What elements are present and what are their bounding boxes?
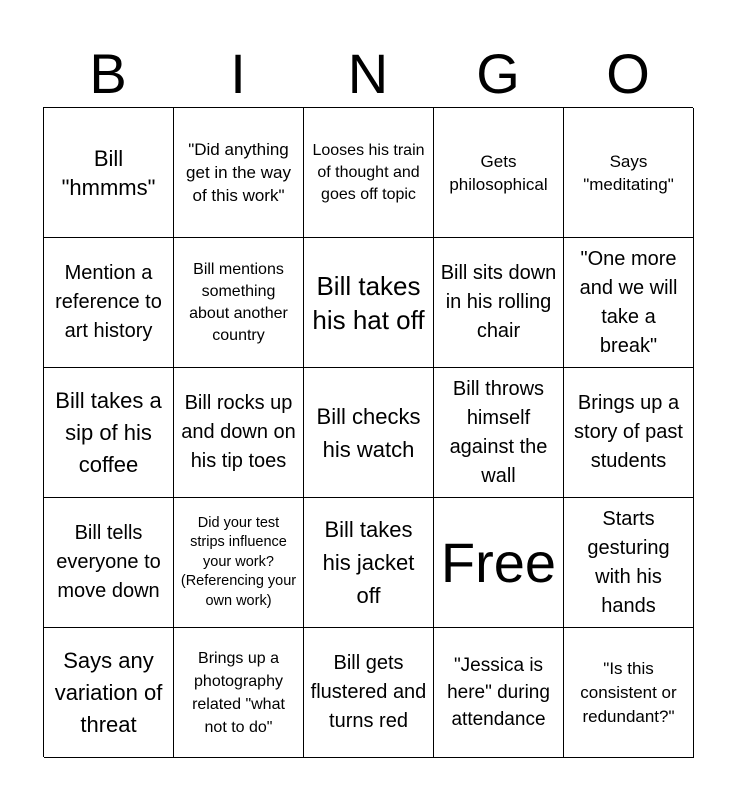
bingo-cell[interactable] bbox=[174, 238, 304, 368]
bingo-cell[interactable] bbox=[434, 628, 564, 758]
bingo-cell[interactable] bbox=[304, 628, 434, 758]
cell-text: Gets philosophical bbox=[449, 151, 548, 194]
bingo-cell[interactable] bbox=[564, 368, 694, 498]
cell-text: "One more and we will take a break" bbox=[579, 247, 678, 357]
cell-text: Mention a reference to art history bbox=[55, 262, 162, 342]
bingo-cell[interactable] bbox=[174, 628, 304, 758]
header-letter-g: G bbox=[476, 42, 520, 105]
header-letter-i: I bbox=[230, 42, 246, 105]
cell-text: Looses his train of thought and goes off topic bbox=[312, 141, 425, 203]
bingo-cell[interactable] bbox=[44, 368, 174, 498]
header-letter-b: B bbox=[89, 42, 127, 105]
bingo-cell[interactable] bbox=[44, 628, 174, 758]
bingo-board bbox=[43, 107, 693, 757]
bingo-cell[interactable] bbox=[564, 498, 694, 628]
bingo-cell[interactable] bbox=[564, 628, 694, 758]
cell-text: Bill takes his jacket off bbox=[322, 517, 415, 608]
cell-text: Bill rocks up and down on his tip toes bbox=[181, 392, 296, 472]
cell-text: Bill mentions something about another country bbox=[189, 260, 288, 344]
cell-text: "Did anything get in the way of this work" bbox=[186, 140, 291, 205]
cell-text: Says "meditating" bbox=[583, 151, 674, 194]
bingo-cell[interactable] bbox=[564, 108, 694, 238]
bingo-cell[interactable] bbox=[174, 368, 304, 498]
bingo-cell[interactable] bbox=[174, 498, 304, 628]
cell-text: "Is this consistent or redundant?" bbox=[580, 658, 677, 726]
cell-text: Bill checks his watch bbox=[316, 403, 421, 462]
bingo-cell[interactable] bbox=[44, 238, 174, 368]
bingo-header bbox=[43, 40, 693, 108]
cell-text: Bill throws himself against the wall bbox=[449, 377, 548, 487]
cell-text: Bill gets flustered and turns red bbox=[310, 652, 427, 732]
cell-text: Bill takes his hat off bbox=[312, 270, 425, 335]
cell-text: Bill sits down in his rolling chair bbox=[440, 262, 557, 342]
cell-text: Says any variation of threat bbox=[54, 647, 163, 737]
bingo-cell[interactable] bbox=[564, 238, 694, 368]
cell-text: Bill takes a sip of his coffee bbox=[55, 387, 162, 477]
free-label: Free bbox=[440, 530, 557, 594]
bingo-cell[interactable] bbox=[304, 238, 434, 368]
bingo-cell[interactable] bbox=[44, 108, 174, 238]
cell-text: Bill tells everyone to move down bbox=[56, 522, 161, 602]
bingo-cell[interactable] bbox=[434, 108, 564, 238]
bingo-cell[interactable] bbox=[434, 368, 564, 498]
header-letter-n: N bbox=[347, 42, 389, 105]
cell-text: Starts gesturing with his hands bbox=[587, 507, 670, 617]
cell-text: Brings up a photography related "what not to do" bbox=[192, 649, 285, 736]
bingo-cell[interactable] bbox=[44, 498, 174, 628]
bingo-cell[interactable] bbox=[304, 368, 434, 498]
bingo-cell[interactable] bbox=[434, 238, 564, 368]
bingo-cell[interactable] bbox=[174, 108, 304, 238]
header-letter-o: O bbox=[606, 42, 650, 105]
bingo-cell[interactable] bbox=[304, 498, 434, 628]
cell-text: Bill "hmmms" bbox=[61, 145, 156, 200]
cell-text: Did your test strips influence your work? (Referencing your own work) bbox=[180, 514, 297, 609]
cell-text: "Jessica is here" during attendance bbox=[447, 655, 550, 730]
cell-text: Brings up a story of past students bbox=[574, 392, 683, 472]
bingo-cell[interactable] bbox=[304, 108, 434, 238]
free-cell[interactable] bbox=[434, 498, 564, 628]
